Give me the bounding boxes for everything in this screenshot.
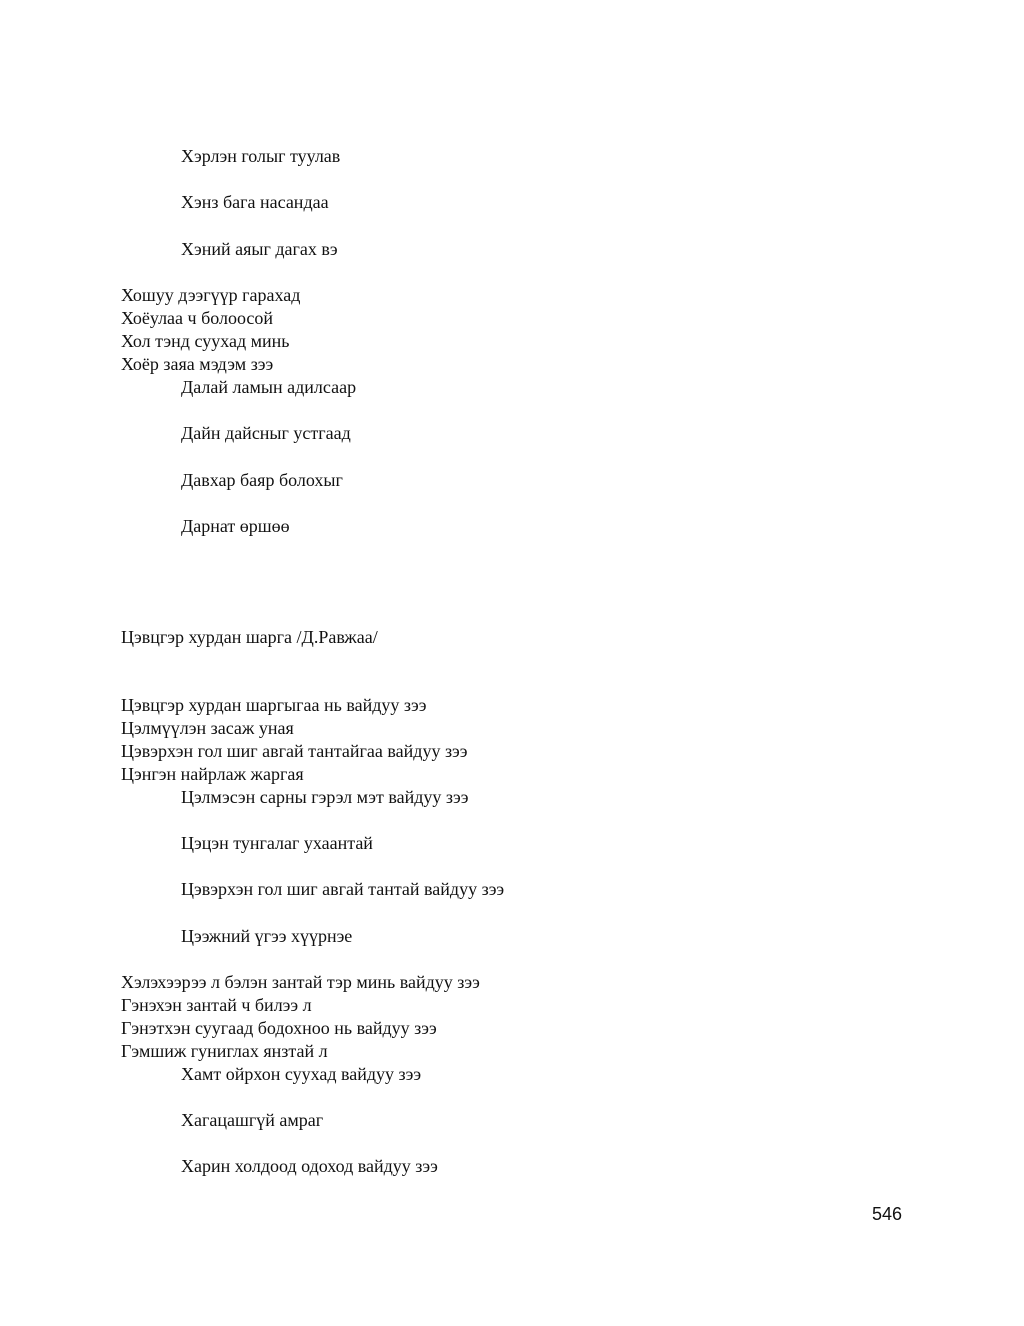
poem-line: Хэрлэн голыг туулав	[181, 146, 341, 166]
poem-line: Хагацашгүй амраг	[181, 1110, 324, 1130]
poem-line: Дарнат өршөө	[181, 516, 290, 536]
poem-line: Гэнэтхэн суугаад бодохноо нь вайдуу зээ	[121, 1018, 437, 1038]
poem-line: Цээжний үгээ хүүрнэе	[181, 926, 353, 946]
poem-line: Цэвэрхэн гол шиг авгай тантай вайдуу зээ	[181, 879, 505, 899]
poem-line: Гэнэхэн зантай ч билээ л	[121, 995, 312, 1015]
poem-line: Хоёр заяа мэдэм зээ	[121, 354, 274, 374]
poem-title: Цэвцгэр хурдан шарга /Д.Равжаа/	[121, 627, 378, 647]
poem-line: Давхар баяр болохыг	[181, 470, 343, 490]
poem-line: Гэмшиж гуниглах янзтай л	[121, 1041, 328, 1061]
poem-line: Далай ламын адилсаар	[181, 377, 357, 397]
poem-line: Хоёулаа ч болоосой	[121, 308, 274, 328]
page-number: 546	[872, 1204, 903, 1224]
poem-line: Цэлмүүлэн засаж уная	[121, 718, 294, 738]
poem-line: Цэнгэн найрлаж жаргая	[121, 764, 304, 784]
poem-line: Хамт ойрхон суухад вайдуу зээ	[181, 1064, 422, 1084]
poem-line: Цэцэн тунгалаг ухаантай	[181, 833, 373, 853]
poem-line: Хэнз бага насандаа	[181, 192, 329, 212]
poem-line: Хол тэнд суухад минь	[121, 331, 290, 351]
poem-line: Цэвцгэр хурдан шаргыгаа нь вайдуу зээ	[121, 695, 427, 715]
poem-line: Хэлэхээрээ л бэлэн зантай тэр минь вайдуу зээ	[121, 972, 480, 992]
poem-line: Дайн дайсныг устгаад	[181, 423, 351, 443]
poem-line: Хошуу дээгүүр гарахад	[121, 285, 301, 305]
poem-line: Цэвэрхэн гол шиг авгай тантайгаа вайдуу зээ	[121, 741, 468, 761]
poem-line: Харин холдоод одоход вайдуу зээ	[181, 1156, 438, 1176]
poem-line: Цэлмэсэн сарны гэрэл мэт вайдуу зээ	[181, 787, 469, 807]
poem-line: Хэний аяыг дагах вэ	[181, 239, 338, 259]
